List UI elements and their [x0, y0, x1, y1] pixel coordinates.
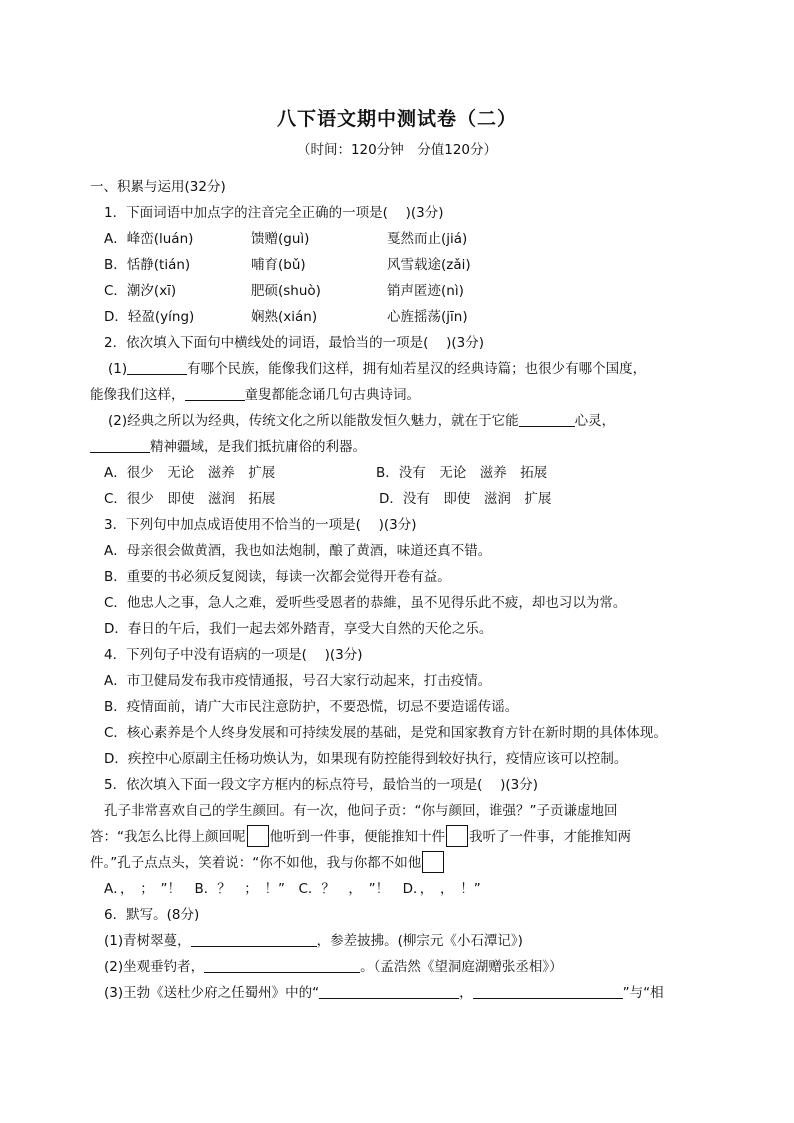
text: ”与“相	[622, 985, 664, 1001]
fill-blank[interactable]	[127, 358, 187, 375]
text: 。（孟浩然《望洞庭湖赠张丞相》）	[360, 959, 563, 975]
fill-blank[interactable]	[90, 436, 150, 453]
page-title: 八下语文期中测试卷（二）	[276, 108, 517, 130]
q4-option-c: C．核心素养是个人终身发展和可持续发展的基础，是党和国家教育方针在新时期的具体体现。	[104, 725, 667, 741]
option-text: B．没有 无论 滋养 拓展	[376, 465, 548, 481]
option-text: 馈赠(guì)	[251, 231, 310, 247]
text: 心灵，	[574, 413, 616, 429]
q2-sentence-2	[104, 408, 720, 434]
option-text: A．很少 无论 滋养 扩展	[104, 465, 276, 481]
punctuation-box[interactable]	[422, 851, 444, 873]
fill-blank[interactable]	[319, 982, 459, 999]
text: 件。”孔子点点头，笑着说：“你不如他，我与你都不如他	[90, 855, 422, 871]
q1-option-d	[104, 304, 720, 330]
fill-blank[interactable]	[191, 930, 317, 947]
fill-blank[interactable]	[519, 410, 575, 427]
q2-options-ab	[104, 460, 720, 486]
fill-blank[interactable]	[473, 982, 623, 999]
q6-line-2	[104, 954, 720, 980]
option-text: 心旌摇荡(jīn)	[387, 309, 468, 325]
text: 能像我们这样，	[90, 387, 185, 403]
fill-blank[interactable]	[204, 956, 360, 973]
q2-options-cd	[104, 486, 720, 512]
option-text: 戛然而止(jiá)	[387, 231, 468, 247]
text: (2)经典之所以为经典，传统文化之所以能散发恒久魅力，就在于它能	[108, 413, 519, 429]
option-text: C．潮汐(xī)	[104, 283, 177, 299]
option-text: D．轻盈(yíng)	[104, 309, 195, 325]
q5-options: A．， ； ”！ B．？ ； ！” C．？ ， ”！ D．， ， ！”	[104, 881, 481, 897]
option-text: 哺育(bǔ)	[251, 257, 306, 273]
q3-option-d: D．春日的午后，我们一起去郊外踏青，享受大自然的天伦之乐。	[104, 621, 493, 637]
question-2-stem: 2．依次填入下面句中横线处的词语，最恰当的一项是( )(3分)	[104, 335, 485, 351]
question-4-stem: 4．下列句子中没有语病的一项是( )(3分)	[104, 647, 363, 663]
option-text: 风雪载途(zǎi)	[387, 257, 471, 273]
q5-passage-line-2	[90, 824, 720, 850]
option-text: B．恬静(tián)	[104, 257, 191, 273]
question-3-stem: 3．下列句中加点成语使用不恰当的一项是( )(3分)	[104, 517, 417, 533]
text: 我听了一件事，才能推知两	[469, 829, 631, 845]
q4-option-a: A．市卫健局发布我市疫情通报，号召大家行动起来，打击疫情。	[104, 673, 492, 689]
text: (1)	[108, 361, 128, 377]
punctuation-box[interactable]	[446, 825, 468, 847]
q2-sentence-1-cont	[90, 382, 720, 408]
text: (1)青树翠蔓，	[104, 933, 191, 949]
option-text: D．没有 即使 滋润 扩展	[379, 491, 552, 507]
exam-time-info: （时间：120分钟 分值120分）	[296, 142, 498, 158]
q1-option-b	[104, 252, 720, 278]
q4-option-b: B．疫情面前，请广大市民注意防护，不要恐慌，切忌不要造谣传谣。	[104, 699, 519, 715]
option-text: 销声匿迹(nì)	[387, 283, 464, 299]
q4-option-d: D．疾控中心原副主任杨功焕认为，如果现有防控能得到较好执行，疫情应该可以控制。	[104, 751, 628, 767]
q3-option-a: A．母亲很会做黄酒，我也如法炮制，酿了黄酒，味道还真不错。	[104, 543, 492, 559]
option-text: 娴熟(xián)	[251, 309, 318, 325]
q2-sentence-1	[104, 356, 720, 382]
exam-content	[90, 174, 720, 1006]
q5-passage-line-3	[90, 850, 720, 876]
text: 童叟都能念诵几句古典诗词。	[244, 387, 420, 403]
q3-option-b: B．重要的书必须反复阅读，每读一次都会觉得开卷有益。	[104, 569, 451, 585]
q1-option-c	[104, 278, 720, 304]
option-text: A．峰峦(luán)	[104, 231, 194, 247]
punctuation-box[interactable]	[247, 825, 269, 847]
text: ，	[459, 985, 473, 1001]
text: 答：“我怎么比得上颜回呢	[90, 829, 246, 845]
q5-passage-line-1: 孔子非常喜欢自己的学生颜回。有一次，他问子贡：“你与颜回，谁强？”子贡谦虚地回	[104, 803, 618, 819]
option-text: 肥硕(shuò)	[251, 283, 321, 299]
fill-blank[interactable]	[185, 384, 245, 401]
text: 精神疆域，是我们抵抗庸俗的利器。	[150, 439, 366, 455]
question-6-stem: 6．默写。(8分)	[104, 907, 200, 923]
text: ，参差披拂。(柳宗元《小石潭记》)	[316, 933, 523, 949]
text: (3)王勃《送杜少府之任蜀州》中的“	[104, 985, 320, 1001]
text: 他听到一件事，便能推知十件	[269, 829, 445, 845]
question-1-stem: 1．下面词语中加点字的注音完全正确的一项是( )(3分)	[104, 205, 444, 221]
option-text: C．很少 即使 滋润 拓展	[104, 491, 276, 507]
section-heading: 一、积累与运用(32分)	[90, 179, 226, 195]
q6-line-1	[104, 928, 720, 954]
question-5-stem: 5．依次填入下面一段文字方框内的标点符号，最恰当的一项是( )(3分)	[104, 777, 539, 793]
text: 有哪个民族，能像我们这样，拥有灿若星汉的经典诗篇；也很少有哪个国度，	[187, 361, 647, 377]
q1-option-a	[104, 226, 720, 252]
q2-sentence-2-cont	[90, 434, 720, 460]
q3-option-c: C．他忠人之事，急人之难，爱听些受恩者的恭維，虽不见得乐此不疲，却也习以为常。	[104, 595, 627, 611]
q6-line-3	[104, 980, 720, 1006]
text: (2)坐观垂钓者，	[104, 959, 205, 975]
